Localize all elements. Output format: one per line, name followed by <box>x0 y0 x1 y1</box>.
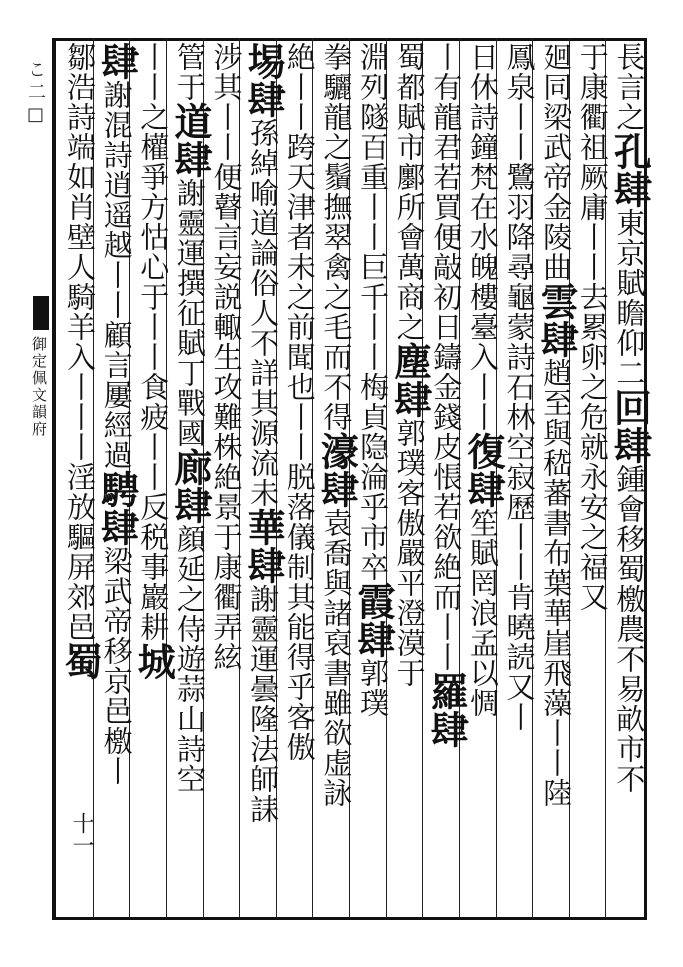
headword: 廊 <box>167 448 213 486</box>
fishtail-mark <box>33 296 49 330</box>
headword: 肆 <box>424 710 470 748</box>
headword: 肆 <box>167 486 213 524</box>
text-segment: 端如肖壁人騎羊入丨丨 <box>63 132 97 432</box>
text-segment: 株絶景于康衢弄絃 <box>209 432 244 672</box>
text-segment: 龜蒙詩 <box>502 282 537 372</box>
headword: 肆 <box>241 80 287 118</box>
text-segment: 曇隆法師誄 <box>246 674 281 824</box>
text-segment: 丨有龍君若買便敲初日鑄金錢皮 <box>429 42 464 462</box>
text-segment: 趙至與嵇蕃書 <box>539 358 574 538</box>
text-segment: 梁武帝金陵曲 <box>539 102 574 282</box>
text-segment: 丨丨之權爭方怙心于丨丨 <box>136 42 171 372</box>
text-segment: 悵若欲絶而丨丨 <box>429 462 464 672</box>
headword: 肆 <box>314 470 360 508</box>
text-segment: 廻同 <box>539 42 574 102</box>
text-segment: 謝靈運撰征賦 <box>172 178 207 358</box>
text-segment: 鄒浩詩 <box>63 42 97 132</box>
text-segment: 鐘梵在水魄樓臺入丨丨 <box>465 132 500 432</box>
headword: 肆 <box>167 140 213 178</box>
headword: 華 <box>241 508 287 546</box>
headword: 肆 <box>351 620 396 658</box>
text-segment: 于康衢 <box>575 42 610 132</box>
headword: 肆 <box>387 380 433 418</box>
text-segment: 逍遥越丨丨顧言屢 <box>99 170 134 410</box>
text-segment: 雖欲虚詠 <box>319 688 354 808</box>
text-segment: 布葉華崖飛藻丨丨陸 <box>539 538 574 808</box>
text-segment: 郭璞客傲 <box>392 418 427 538</box>
text-segment: 梁武帝移京邑檄 <box>99 546 134 756</box>
headword: 復 <box>460 432 506 470</box>
headword: 雲 <box>534 282 580 320</box>
headword: 騁 <box>94 470 140 508</box>
text-segment: 丨丨 <box>575 222 610 282</box>
headword: 肆 <box>607 426 653 464</box>
headword: 城 <box>131 642 177 680</box>
headword: 肆 <box>460 470 506 508</box>
side-label: 御定佩文韻府 <box>30 336 48 438</box>
text-segment: 絶丨丨跨天津者未之前聞也 <box>282 42 317 402</box>
text-segment: 丨淫放驅屏郊邑 <box>63 432 97 642</box>
headword: 肆 <box>241 546 287 584</box>
text-segment: 俗人不詳其源流未 <box>246 268 281 508</box>
text-segment: 石林空寂歷丨丨肯曉読又丨 <box>502 372 537 732</box>
headword: 肆 <box>534 320 580 358</box>
text-segment: 丁戰國 <box>172 358 207 448</box>
text-segment: 日休詩 <box>465 42 500 132</box>
text-segment: 農不易畝市不 <box>612 614 647 794</box>
text-segment: 瞻仰二 <box>612 298 647 388</box>
headword: 肆 <box>94 42 140 80</box>
text-segment: 拳驪龍之鬚撫翠禽之毛而不得 <box>319 42 354 432</box>
headword: 道 <box>167 102 213 140</box>
text-segment: 食疲丨丨反税事巖耕 <box>136 372 171 642</box>
text-segment: 東京賦 <box>612 208 647 298</box>
text-segment: 喻道論 <box>246 178 281 268</box>
headword: 濠 <box>314 432 360 470</box>
text-segment: 丨丨梅貞隐淪乎市卒 <box>356 312 390 582</box>
text-segment: 丨丨脱落儀制其能得乎 <box>282 402 317 702</box>
text-segment: 經過 <box>99 410 134 470</box>
text-segment: 祖厥庸 <box>575 132 610 222</box>
text-segment: 去累卵之危就永安之福又 <box>575 282 610 612</box>
text-segment: 市鄽所會萬商之 <box>392 132 427 342</box>
headword: 羅 <box>424 672 470 710</box>
page-number: 十一 <box>69 812 94 856</box>
text-segment: 淵列隧百重丨丨巨千 <box>356 42 390 312</box>
text-segment: 謝靈運 <box>246 584 281 674</box>
text-segment: 笙賦 <box>465 508 500 568</box>
headword: 孔 <box>607 132 653 170</box>
text-segment: 顔延之侍遊蒜山詩 <box>172 524 207 764</box>
text-segment: 管于 <box>172 42 207 102</box>
text-segment: 袁喬與諸裒書 <box>319 508 354 688</box>
headword: 霞 <box>351 582 396 620</box>
text-segment: 謝混詩 <box>99 80 134 170</box>
headword: 埸 <box>241 42 287 80</box>
text-segment: 丨 <box>99 756 134 786</box>
text-segment: 蜀都賦 <box>392 42 427 132</box>
text-segment: 嚴平澄漠于 <box>392 538 427 688</box>
text-segment: 涉其丨丨便瞽言妄説輙生攻難 <box>209 42 244 432</box>
text-segment: 郭璞 <box>356 658 390 718</box>
text-column <box>56 42 103 916</box>
headword: 蜀 <box>58 642 103 680</box>
text-segment: 鍾會移蜀檄 <box>612 464 647 614</box>
headword: 塵 <box>387 342 433 380</box>
text-segment: 長言之 <box>612 42 647 132</box>
text-segment: 客傲 <box>282 702 317 762</box>
text-segment: 罔浪孟以惆 <box>465 568 500 718</box>
headword: 肆 <box>94 508 140 546</box>
text-segment: 孫綽 <box>246 118 281 178</box>
side-label-top: こ二□ <box>25 60 46 129</box>
headword: 肆 <box>607 170 653 208</box>
text-segment: 空 <box>172 764 207 794</box>
text-segment: 鳳泉丨丨鷺羽降尋 <box>502 42 537 282</box>
headword: 回 <box>607 388 653 426</box>
column-text <box>56 42 104 680</box>
